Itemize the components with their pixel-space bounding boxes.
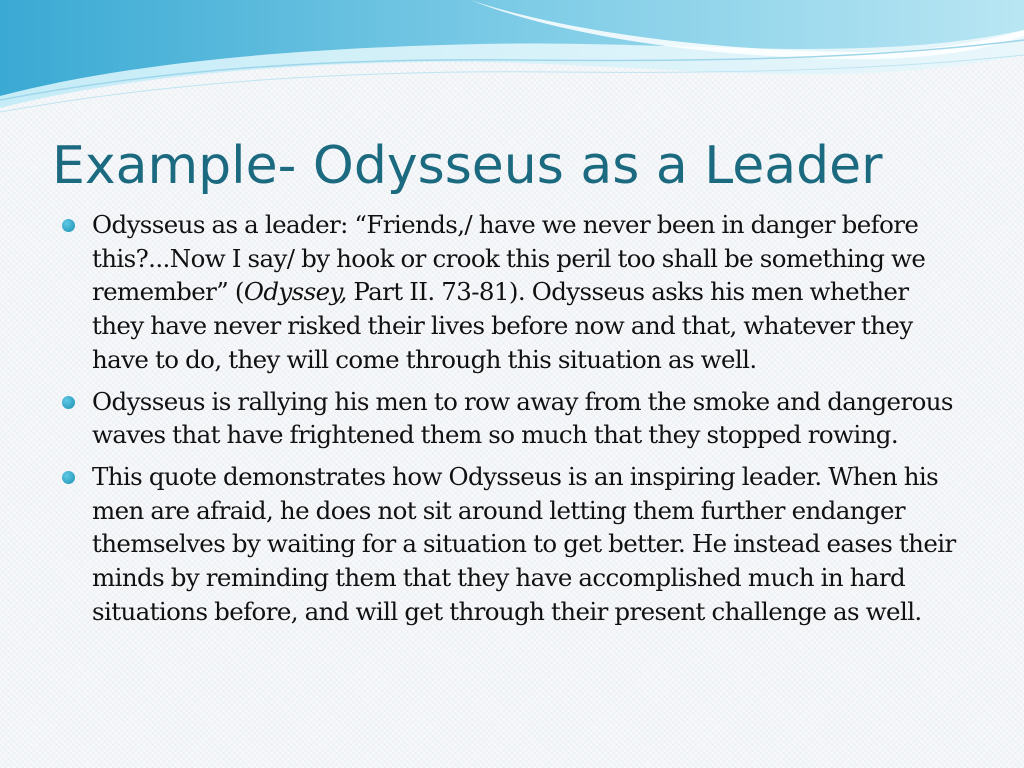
bullet-list: [62, 208, 962, 636]
bullet-1-text-italic: Odyssey,: [243, 277, 347, 307]
header-wave-decoration: [0, 0, 1024, 130]
bullet-2-text: Odysseus is rallying his men to row away from the smoke and dangerous waves that have frightened them so much that they stopped rowing.: [92, 386, 953, 450]
bullet-dot-icon: [62, 219, 75, 232]
bullet-dot-icon: [62, 471, 75, 484]
bullet-item-2: [62, 385, 962, 452]
bullet-item-1: [62, 208, 962, 377]
bullet-3-text: This quote demonstrates how Odysseus is an inspiring leader. When his men are afraid, he does not sit around letting them further endanger themselves by waiting for a situation to get better. He instead eases their minds by reminding them that they have accomplished much in hard situations before, and will get through their present challenge as well.: [92, 461, 956, 626]
bullet-1-text-before: Odysseus as a leader: “Friends,/ have we never been in danger before this?...Now I say/ by hook or crook this peril too shall be something we remember” (: [92, 210, 926, 307]
bullet-dot-icon: [62, 396, 75, 409]
slide-title: Example- Odysseus as a Leader: [52, 136, 883, 196]
bullet-1-text-after: Part II. 73-81). Odysseus asks his men whether they have never risked their lives before now and that, whatever they have to do, they will come through this situation as well.: [92, 277, 913, 374]
bullet-item-3: [62, 460, 962, 629]
